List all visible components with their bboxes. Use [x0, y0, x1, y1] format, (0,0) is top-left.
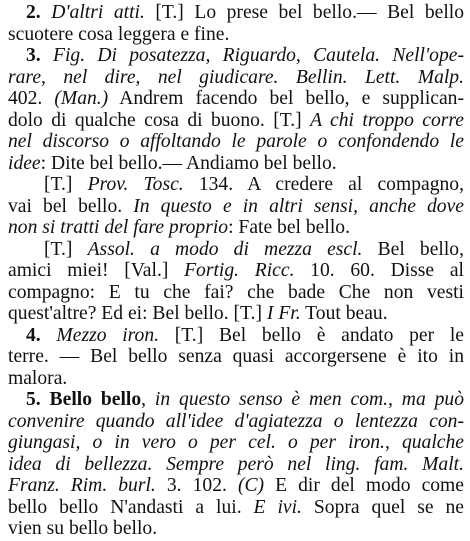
entry-paragraph-proverb: [8, 174, 464, 239]
text-line: [8, 110, 464, 132]
sense-number: 5. Bello bello: [26, 389, 142, 410]
text-segment: Andrem facendo bel bello, e supplican-: [108, 88, 464, 109]
italic-text: A chi troppo corre: [310, 109, 464, 131]
italic-text: I Fr.: [266, 303, 301, 324]
text-line: [8, 88, 464, 110]
sense-number: 2.: [26, 2, 52, 23]
text-segment: : Fate bel bello.: [228, 217, 350, 238]
text-segment: vien su bello bello.: [8, 518, 158, 539]
text-segment: [T.]: [44, 174, 88, 195]
text-segment: : Dite bel bello.— Andiamo bel bello.: [40, 152, 337, 174]
entry-paragraph-sense-5: [8, 389, 464, 540]
text-line: [8, 325, 464, 347]
italic-text: rare, nel dire, nel giudicare. Bellin. Lett. Malp.: [8, 66, 464, 88]
text-line: [8, 260, 464, 282]
text-line: [8, 196, 464, 218]
entry-paragraph-sense-2: [8, 2, 464, 45]
italic-text: idea di bellezza. Sempre però nel ling. fam. Malt.: [8, 453, 464, 475]
italic-text: Fortig. Ricc.: [184, 260, 295, 281]
text-line: [8, 346, 464, 368]
text-line: [8, 131, 464, 153]
italic-text: non si tratti del fare proprio: [8, 217, 229, 238]
text-line: [8, 303, 464, 325]
italic-text: (Man.): [54, 88, 109, 109]
text-line: [8, 475, 464, 497]
entry-paragraph-sense-3: [8, 45, 464, 174]
italic-text: Fig. Di posatezza, Riguardo, Cautela. Nell'ope-: [52, 45, 464, 66]
text-segment: malora.: [8, 367, 68, 389]
text-line: [8, 153, 464, 175]
text-segment: scuotere cosa leggera e fine.: [8, 23, 230, 45]
text-segment: amici miei! [Val.]: [8, 260, 185, 281]
text-segment: bello bello N'andasti a lui.: [8, 496, 254, 518]
sense-number: 4.: [26, 324, 57, 346]
entry-paragraph-sense-4: [8, 325, 464, 390]
text-segment: Sopra quel se ne: [301, 496, 464, 518]
text-segment: compagno: E tu che fai? che bade Che non vesti: [8, 281, 464, 303]
italic-text: in questo senso è men com., ma può: [154, 389, 464, 410]
text-segment: dolo di qualche cosa di buono. [T.]: [8, 109, 311, 131]
text-segment: quest'altre? Ed ei: Bel bello. [T.]: [8, 303, 267, 324]
text-line: [8, 282, 464, 304]
italic-text: D'altri atti.: [51, 2, 145, 23]
italic-text: Assol. a modo di mezza escl.: [87, 238, 363, 260]
sense-number: 3.: [26, 45, 53, 66]
text-line: [8, 24, 464, 46]
text-segment: [T.] Lo prese bel bello.— Bel bello: [144, 2, 464, 23]
italic-text: convenire quando all'idee d'agiatezza o lentezza con-: [8, 410, 464, 432]
text-line: [8, 497, 464, 519]
text-line: [8, 45, 464, 67]
text-segment: Tout beau.: [300, 303, 388, 324]
text-line: [8, 239, 464, 261]
italic-text: nel discorso o affoltando le parole o confondendo le: [8, 131, 464, 152]
text-line: [8, 389, 464, 411]
text-line: [8, 411, 464, 433]
text-line: [8, 2, 464, 24]
text-segment: 3. 102.: [155, 475, 238, 496]
text-line: [8, 518, 464, 540]
text-line: [8, 217, 464, 239]
italic-text: In questo e in altri sensi, anche dove: [133, 195, 464, 217]
italic-text: E ivi.: [253, 496, 302, 518]
entry-paragraph-exclamation: [8, 239, 464, 325]
text-line: [8, 368, 464, 390]
text-segment: terre. — Bel bello senza quasi accorgersene è ito in: [8, 346, 464, 367]
italic-text: Franz. Rim. burl.: [8, 475, 156, 496]
text-segment: 402.: [8, 88, 55, 109]
italic-text: Prov. Tosc.: [87, 174, 184, 195]
text-line: [8, 432, 464, 454]
italic-text: Mezzo iron.: [56, 324, 160, 346]
text-segment: E dir del modo come: [264, 475, 464, 496]
text-segment: ,: [141, 389, 155, 410]
text-segment: 10. 60. Disse al: [294, 260, 464, 281]
italic-text: (C): [237, 475, 265, 496]
text-line: [8, 174, 464, 196]
text-segment: 134. A credere al compagno,: [183, 174, 464, 195]
text-line: [8, 67, 464, 89]
italic-text: idee: [8, 152, 41, 174]
text-segment: [T.] Bel bello è andato per le: [159, 324, 464, 346]
italic-text: giungasi, o in vero o per cel. o per iron., qualche: [8, 432, 464, 453]
text-segment: [T.]: [44, 238, 88, 260]
text-line: [8, 454, 464, 476]
text-segment: vai bel bello.: [8, 195, 134, 217]
text-segment: Bel bello,: [362, 238, 464, 260]
